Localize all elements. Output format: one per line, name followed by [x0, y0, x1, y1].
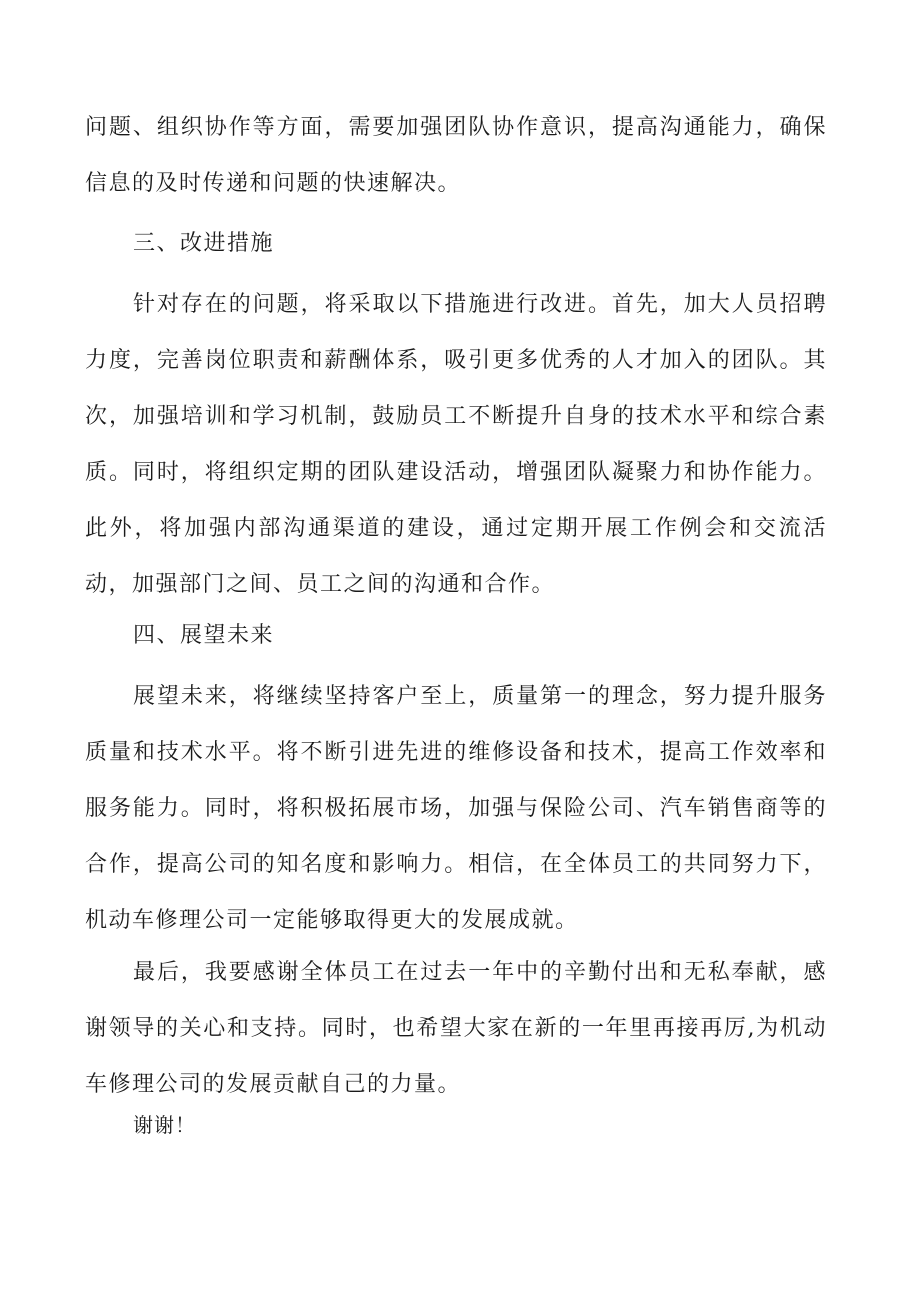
- section-heading-future: 四、展望未来: [133, 623, 275, 648]
- paragraph-continued: 问题、组织协作等方面，需要加强团队协作意识，提高沟通能力，确保信息的及时传递和问题的快速解决。: [85, 115, 827, 196]
- paragraph-improvements: 针对存在的问题，将采取以下措施进行改进。首先，加大人员招聘力度，完善岗位职责和薪酬体系，吸引更多优秀的人才加入的团队。其次，加强培训和学习机制，鼓励员工不断提升自身的技术水平和综合素质。同时，将组织定期的团队建设活动，增强团队凝聚力和协作能力。此外，将加强内部沟通渠道的建设，通过定期开展工作例会和交流活动，加强部门之间、员工之间的沟通和合作。: [85, 292, 827, 597]
- paragraph-thanks: 最后，我要感谢全体员工在过去一年中的辛勤付出和无私奉献，感谢领导的关心和支持。同时，也希望大家在新的一年里再接再厉,为机动车修理公司的发展贡献自己的力量。: [85, 960, 827, 1097]
- paragraph-future: 展望未来，将继续坚持客户至上，质量第一的理念，努力提升服务质量和技术水平。将不断引进先进的维修设备和技术，提高工作效率和服务能力。同时，将积极拓展市场，加强与保险公司、汽车销售商等的合作，提高公司的知名度和影响力。相信，在全体员工的共同努力下，机动车修理公司一定能够取得更大的发展成就。: [85, 684, 827, 933]
- closing-thanks: 谢谢！: [133, 1113, 196, 1137]
- section-heading-improvements: 三、改进措施: [133, 231, 275, 256]
